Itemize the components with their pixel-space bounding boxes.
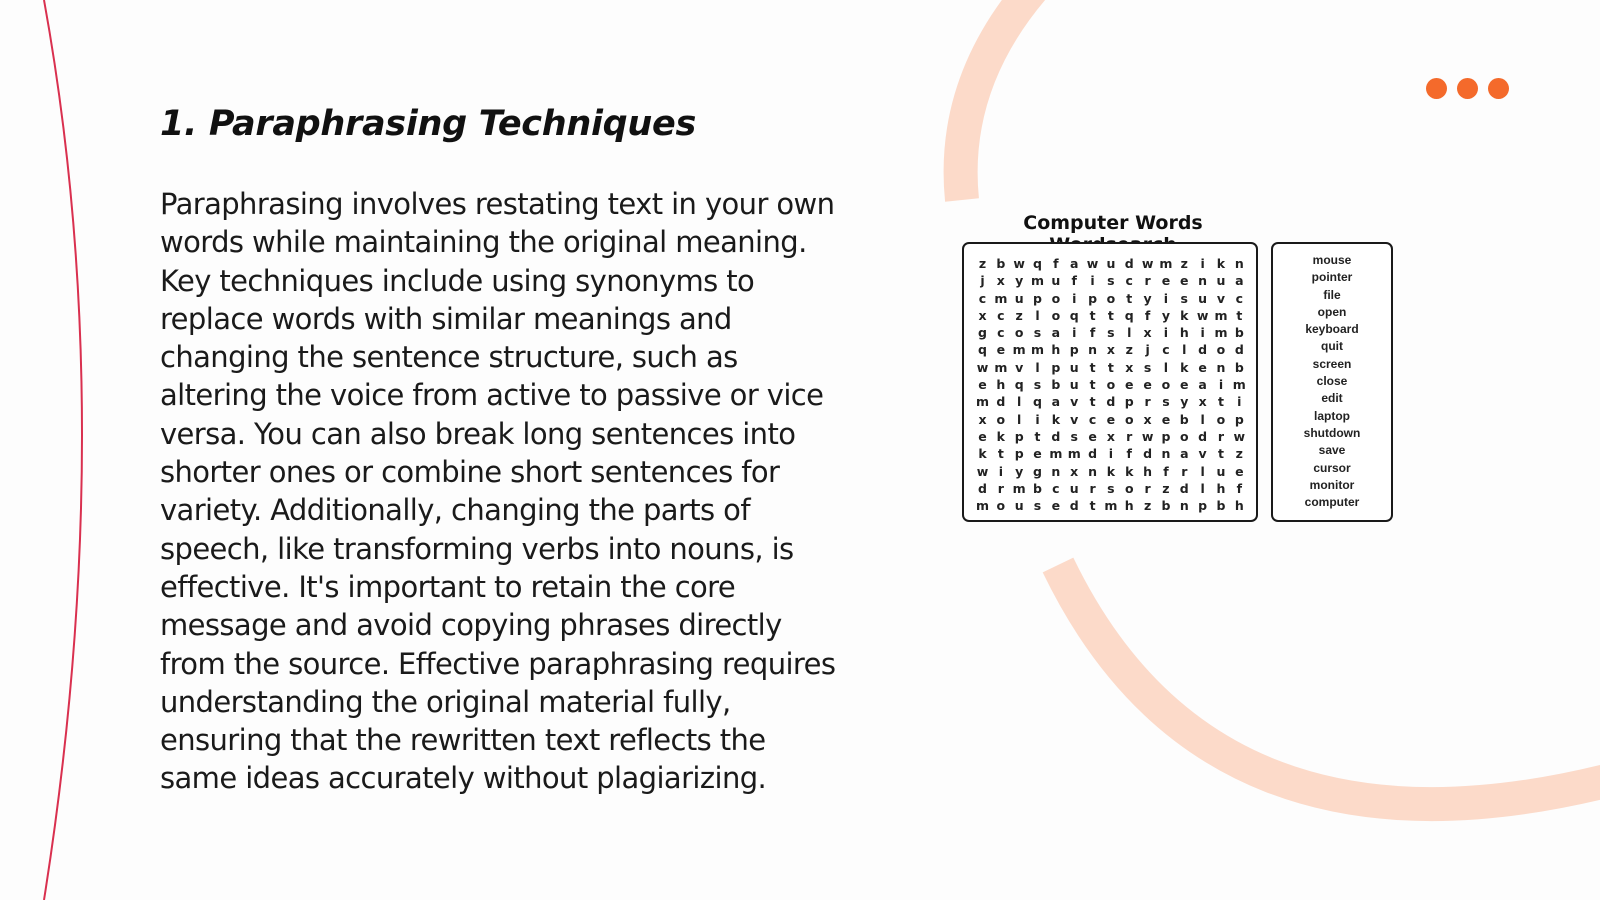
grid-letter: k [1106,463,1116,479]
grid-letter: e [978,428,987,444]
grid-letter: h [1051,342,1061,358]
grid-letter: z [1235,446,1243,462]
grid-letter: d [996,394,1006,410]
grid-letter: e [1088,428,1097,444]
grid-letter: o [1051,307,1061,323]
grid-letter: b [1033,480,1042,496]
grid-letter: m [1214,325,1228,341]
grid-letter: c [997,325,1005,341]
grid-letter: l [1200,463,1205,479]
left-curve-line [44,0,82,900]
grid-letter: k [1180,307,1189,323]
grid-letter: l [1017,411,1022,427]
grid-letter: p [1033,290,1042,306]
grid-letter: c [1088,411,1097,427]
grid-letter: p [1014,446,1024,462]
grid-letter: h [1143,463,1153,479]
grid-letter: u [1198,290,1208,306]
grid-letter: m [1104,498,1118,514]
grid-letter: s [1143,359,1152,375]
grid-letter: t [1217,446,1224,462]
grid-letter: e [1180,273,1189,289]
grid-letter: m [1232,377,1246,393]
grid-letter: p [1161,428,1171,444]
grid-letter: i [1200,256,1205,271]
grid-letter: f [1071,273,1077,289]
grid-letter: a [1198,377,1207,393]
grid-letter: t [1126,290,1133,306]
dot-2 [1457,78,1478,99]
grid-letter: o [1124,411,1134,427]
grid-letter: x [978,307,987,323]
grid-row [974,359,1248,376]
grid-letter: w [1141,428,1154,444]
word-list-item: save [1318,443,1346,458]
grid-letter: s [1107,273,1115,289]
grid-letter: x [1143,325,1152,341]
grid-letter: u [1069,377,1079,393]
grid-letter: t [1089,394,1096,410]
grid-letter: v [1070,394,1079,410]
grid-letter: j [980,273,985,289]
grid-letter: l [1127,325,1132,341]
grid-letter: w [976,359,989,375]
background-arc-top [961,0,1040,200]
grid-letter: z [1143,498,1152,514]
grid-letter: p [1051,359,1061,375]
grid-letter: t [1236,307,1243,323]
grid-letter: l [1035,359,1040,375]
grid-letter: l [1035,307,1040,323]
grid-letter: q [978,342,987,358]
grid-letter: y [1015,463,1024,479]
grid-letter: i [1200,325,1205,341]
dot-3 [1488,78,1509,99]
grid-row [974,324,1248,341]
grid-letter: y [1015,273,1024,289]
grid-letter: e [1235,463,1244,479]
grid-letter: v [1015,359,1024,375]
grid-letter: d [1088,446,1098,462]
grid-letter: e [1106,411,1116,427]
grid-letter: c [1235,290,1244,306]
grid-row [974,428,1248,445]
grid-letter: p [1014,428,1024,444]
grid-letter: u [1069,480,1079,496]
grid-letter: o [1106,377,1116,393]
grid-letter: m [994,290,1008,306]
grid-letter: i [1218,377,1224,393]
grid-letter: o [1161,377,1171,393]
grid-letter: s [1033,325,1042,341]
grid-letter: i [1163,290,1169,306]
grid-letter: k [1125,463,1134,479]
grid-letter: t [1107,359,1114,375]
word-list-item: cursor [1313,460,1351,475]
dot-1 [1426,78,1447,99]
grid-letter: o [1014,325,1024,341]
grid-letter: d [1124,256,1134,271]
grid-letter: d [1069,498,1079,514]
grid-letter: x [1106,342,1115,358]
grid-letter: w [1196,307,1209,323]
grid-letter: e [1180,377,1189,393]
grid-letter: l [1017,394,1022,410]
grid-letter: x [1143,411,1152,427]
grid-letter: o [1179,428,1189,444]
grid-letter: n [1234,256,1244,271]
grid-letter: i [1072,325,1077,341]
grid-letter: k [1051,411,1061,427]
grid-letter: w [1086,256,1099,271]
grid-letter: e [1198,359,1207,375]
grid-letter: f [1144,307,1151,323]
grid-letter: k [1216,256,1226,271]
grid-letter: j [1145,342,1150,358]
grid-letter: d [1051,428,1061,444]
grid-letter: c [997,307,1005,323]
grid-letter: f [1053,256,1059,271]
word-list-item: open [1317,304,1347,319]
grid-row [974,445,1248,462]
grid-letter: o [1106,290,1116,306]
grid-letter: f [1089,325,1096,341]
grid-row [974,411,1248,428]
grid-letter: e [1125,377,1134,393]
grid-letter: i [1237,394,1242,410]
grid-letter: p [1124,394,1134,410]
grid-letter: m [1159,256,1173,271]
grid-letter: w [1013,256,1025,271]
word-list-item: monitor [1309,477,1355,492]
word-list-item: keyboard [1305,322,1359,337]
grid-letter: f [1126,446,1132,462]
grid-letter: f [1236,480,1243,496]
grid-letter: a [1180,446,1189,462]
wordsearch-word-list [1271,242,1393,522]
word-list-item: close [1316,374,1348,389]
wordsearch-title: Computer Words [1023,212,1203,234]
grid-letter: t [1217,394,1224,410]
grid-row [974,341,1248,358]
grid-letter: x [1198,394,1207,410]
grid-letter: e [1161,411,1171,427]
grid-letter: i [998,463,1003,479]
grid-letter: t [997,446,1004,462]
grid-letter: e [1033,446,1042,462]
grid-letter: n [1216,359,1226,375]
grid-letter: s [1162,394,1170,410]
grid-letter: q [1069,307,1079,323]
grid-letter: p [1234,411,1244,427]
grid-letter: c [978,290,987,306]
grid-letter: w [1233,428,1246,444]
grid-letter: d [1106,394,1116,410]
grid-letter: n [1051,463,1061,479]
grid-letter: e [1161,273,1171,289]
menu-dots [1426,78,1509,99]
grid-letter: n [1179,498,1189,514]
grid-letter: h [1124,498,1134,514]
page-title: 1. Paraphrasing Techniques [160,104,696,144]
grid-letter: e [996,342,1006,358]
grid-letter: n [1198,273,1208,289]
word-list-item: mouse [1312,253,1352,267]
grid-letter: p [1198,498,1208,514]
grid-letter: u [1051,273,1061,289]
grid-letter: w [976,463,989,479]
grid-letter: r [1126,428,1133,444]
grid-letter: o [1216,342,1226,358]
grid-letter: t [1089,498,1096,514]
grid-row [974,307,1248,324]
grid-letter: l [1163,359,1169,375]
grid-letter: l [1182,342,1187,358]
grid-letter: i [1035,411,1040,427]
grid-letter: t [1107,307,1114,323]
grid-letter: o [996,411,1006,427]
grid-letter: i [1072,290,1077,306]
grid-letter: h [996,377,1006,393]
grid-letter: r [1144,273,1151,289]
grid-letter: t [1089,359,1096,375]
grid-letter: a [1070,256,1079,271]
grid-letter: v [1216,290,1226,306]
grid-letter: b [1179,411,1189,427]
grid-letter: o [1216,411,1226,427]
grid-letter: v [1198,446,1207,462]
grid-letter: d [1198,428,1208,444]
grid-letter: m [1031,342,1045,358]
word-list-item: screen [1312,356,1352,371]
grid-letter: n [1088,463,1098,479]
grid-letter: c [1125,273,1133,289]
grid-letter: z [1125,342,1133,358]
grid-letter: u [1014,290,1024,306]
grid-letter: r [1181,463,1188,479]
grid-letter: e [1143,377,1152,393]
grid-letter: q [1014,377,1024,393]
grid-letter: r [997,480,1004,496]
grid-letter: d [1179,480,1189,496]
grid-letter: b [1234,359,1244,375]
grid-letter: q [1033,394,1042,410]
grid-row [974,376,1248,393]
grid-letter: z [1015,307,1023,323]
word-list-item: edit [1321,391,1343,406]
grid-letter: r [1144,480,1151,496]
word-list-item: computer [1304,495,1360,510]
grid-letter: s [1070,428,1078,444]
grid-letter: u [1069,359,1079,375]
grid-letter: s [1107,325,1115,341]
word-list-item: shutdown [1303,425,1361,440]
grid-row [974,272,1248,289]
grid-letter: d [978,480,987,496]
grid-letter: n [1161,446,1171,462]
grid-letter: g [978,325,987,341]
wordsearch-grid [962,242,1258,522]
grid-letter: h [1234,498,1244,514]
grid-letter: v [1070,411,1079,427]
grid-letter: s [1107,480,1115,496]
grid-letter: x [1106,428,1115,444]
grid-letter: r [1144,394,1151,410]
grid-letter: w [1141,256,1154,271]
word-list-item: pointer [1311,270,1353,285]
grid-letter: i [1108,446,1114,462]
grid-letter: u [1106,256,1116,271]
grid-letter: g [1033,463,1042,479]
grid-letter: u [1216,463,1226,479]
grid-letter: b [1161,498,1171,514]
grid-letter: e [978,377,987,393]
word-list-item: file [1323,287,1341,302]
grid-letter: z [1180,256,1188,271]
grid-letter: m [975,394,990,410]
grid-letter: r [1089,480,1096,496]
grid-letter: a [1051,394,1061,410]
grid-letter: e [1051,498,1061,514]
grid-letter: d [1234,342,1244,358]
grid-letter: p [1069,342,1079,358]
grid-letter: k [1180,359,1189,375]
grid-letter: m [1012,342,1026,358]
grid-letter: o [1051,290,1061,306]
grid-letter: k [978,446,987,462]
grid-letter: l [1200,411,1205,427]
grid-letter: a [1235,273,1244,289]
word-list-item: quit [1321,339,1343,354]
grid-letter: o [1124,480,1134,496]
grid-letter: b [1216,498,1226,514]
grid-letter: x [1070,463,1079,479]
grid-letter: c [1052,480,1060,496]
grid-row [974,497,1248,514]
grid-row [974,463,1248,480]
grid-letter: l [1200,480,1205,496]
grid-letter: o [996,498,1006,514]
grid-letter: y [1143,290,1152,306]
word-list-item: laptop [1314,408,1350,423]
grid-letter: x [996,273,1005,289]
grid-letter: s [1180,290,1188,306]
grid-letter: i [1090,273,1095,289]
grid-letter: u [1014,498,1024,514]
grid-letter: p [1088,290,1098,306]
grid-letter: z [1162,480,1170,496]
grid-letter: t [1089,307,1096,323]
grid-letter: h [1179,325,1189,341]
grid-letter: m [1214,307,1228,323]
grid-letter: y [1161,307,1171,323]
grid-letter: y [1180,394,1189,410]
grid-letter: d [1143,446,1153,462]
grid-letter: s [1033,377,1042,393]
grid-letter: h [1216,480,1226,496]
grid-letter: n [1088,342,1098,358]
grid-letter: r [1217,428,1225,444]
grid-letter: q [1124,307,1134,323]
grid-row [974,255,1248,272]
grid-letter: x [978,411,987,427]
grid-letter: f [1163,463,1169,479]
grid-letter: m [975,498,990,514]
grid-letter: c [1162,342,1170,358]
grid-letter: b [996,256,1006,271]
grid-letter: m [994,359,1008,375]
grid-row [974,393,1248,410]
grid-row [974,480,1248,497]
grid-letter: s [1033,498,1042,514]
grid-letter: t [1089,377,1096,393]
grid-letter: m [1012,480,1026,496]
grid-letter: x [1125,359,1134,375]
grid-letter: m [1031,273,1045,289]
grid-letter: d [1198,342,1208,358]
grid-letter: u [1216,273,1226,289]
grid-letter: t [1034,428,1041,444]
grid-letter: m [1049,446,1063,462]
grid-letter: k [996,428,1005,444]
grid-row [974,290,1248,307]
grid-letter: b [1234,325,1244,341]
grid-letter: q [1033,256,1042,271]
background-arc-bottom [1058,565,1600,804]
grid-letter: m [1067,446,1081,462]
grid-letter: a [1051,325,1061,341]
grid-letter: b [1051,377,1061,393]
grid-letter: i [1163,325,1169,341]
body-paragraph: Paraphrasing involves restating text in your own words while maintaining the original meaning. Key techniques include using synonyms to replace words with similar meanings and changing the sentence structure, such as altering the voice from active to passive or vice versa. You can also break long sentences into shorter ones or combine short sentences for variety. Additionally, changing the parts of speech, like transforming verbs into nouns, is effective. It's important to retain the core message and avoid copying phrases directly from the source. Effective paraphrasing requires understanding the original material fully, ensuring that the rewritten text reflects the same ideas accurately without plagiarizing. [160,187,836,796]
grid-letter: z [978,256,987,271]
